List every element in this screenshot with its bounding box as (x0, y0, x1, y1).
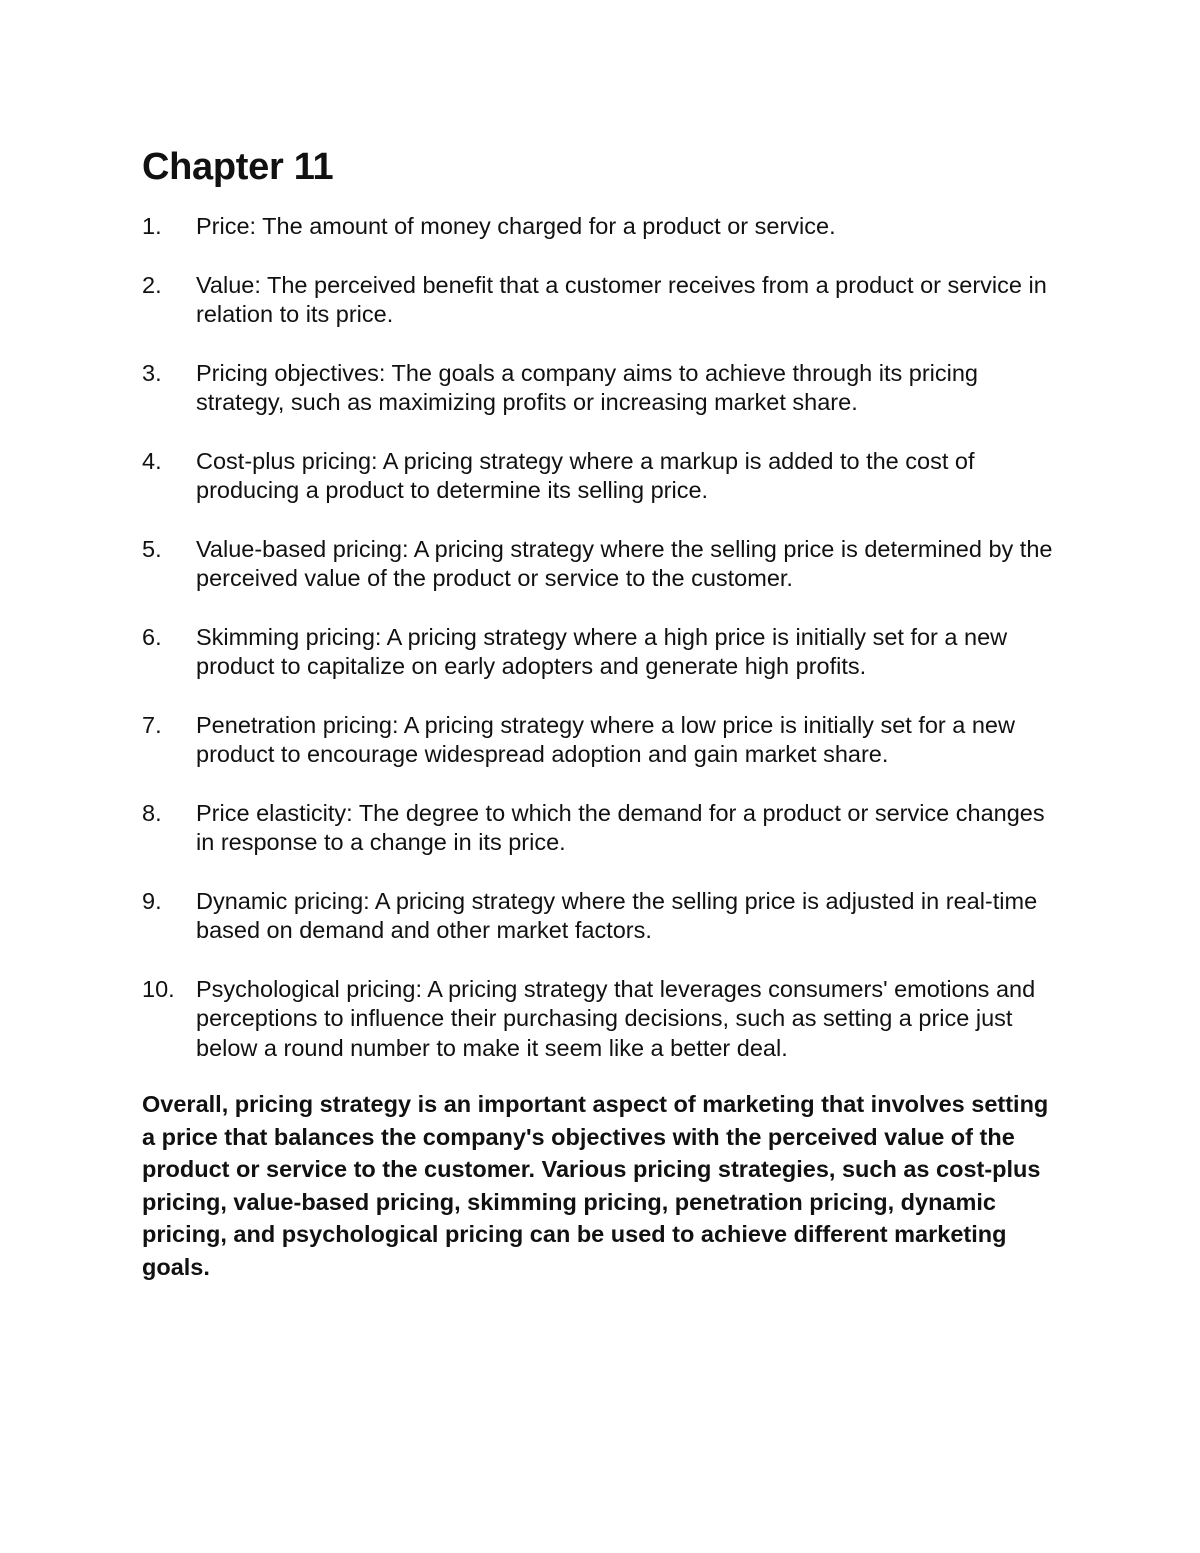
item-number: 6. (142, 623, 162, 650)
chapter-title: Chapter 11 (142, 146, 334, 188)
item-text: Price: The amount of money charged for a product or service. (196, 213, 836, 239)
item-number: 9. (142, 887, 162, 914)
list-item (142, 359, 1062, 418)
item-text: Value: The perceived benefit that a customer receives from a product or service in relation to its price. (196, 271, 1047, 327)
item-text: Psychological pricing: A pricing strategy that leverages consumers' emotions and perceptions to influence their purchasing decisions, such as setting a price just below a round number to make it seem like a better deal. (196, 975, 1036, 1061)
item-text: Pricing objectives: The goals a company aims to achieve through its pricing strategy, such as maximizing profits or increasing market share. (196, 359, 978, 415)
item-number: 8. (142, 799, 162, 826)
list-item (142, 975, 1062, 1064)
item-text: Dynamic pricing: A pricing strategy where the selling price is adjusted in real-time based on demand and other market factors. (196, 887, 1038, 943)
item-text: Cost-plus pricing: A pricing strategy where a markup is added to the cost of producing a product to determine its selling price. (196, 447, 975, 503)
list-item (142, 535, 1062, 594)
list-item (142, 799, 1062, 858)
item-text: Penetration pricing: A pricing strategy where a low price is initially set for a new product to encourage widespread adoption and gain market share. (196, 711, 1015, 767)
item-text: Value-based pricing: A pricing strategy where the selling price is determined by the perceived value of the product or service to the customer. (196, 535, 1053, 591)
item-number: 1. (142, 213, 162, 239)
list-item (142, 271, 1062, 330)
item-number: 5. (142, 535, 162, 562)
summary-paragraph: Overall, pricing strategy is an important aspect of marketing that involves setting a price that balances the company's objectives with the perceived value of the product or service to the customer. Various pricing strategies, such as cost-plus pricing, value-based pricing, skimming pricing, penetration pricing, dynamic pricing, and psychological pricing can be used to achieve different marketing goals. (142, 1091, 1049, 1280)
list-item (142, 711, 1062, 770)
item-text: Skimming pricing: A pricing strategy where a high price is initially set for a new product to capitalize on early adopters and generate high profits. (196, 623, 1008, 679)
list-item (142, 212, 1062, 242)
list-item (142, 887, 1062, 946)
item-text: Price elasticity: The degree to which the demand for a product or service changes in response to a change in its price. (196, 799, 1045, 855)
item-number: 4. (142, 447, 162, 474)
list-item (142, 447, 1062, 506)
list-item (142, 623, 1062, 682)
item-number: 2. (142, 271, 162, 298)
item-number: 7. (142, 711, 162, 738)
document-content (142, 140, 1062, 1283)
item-number: 10. (142, 975, 175, 1002)
item-number: 3. (142, 359, 162, 386)
definitions-list (142, 212, 1062, 1063)
